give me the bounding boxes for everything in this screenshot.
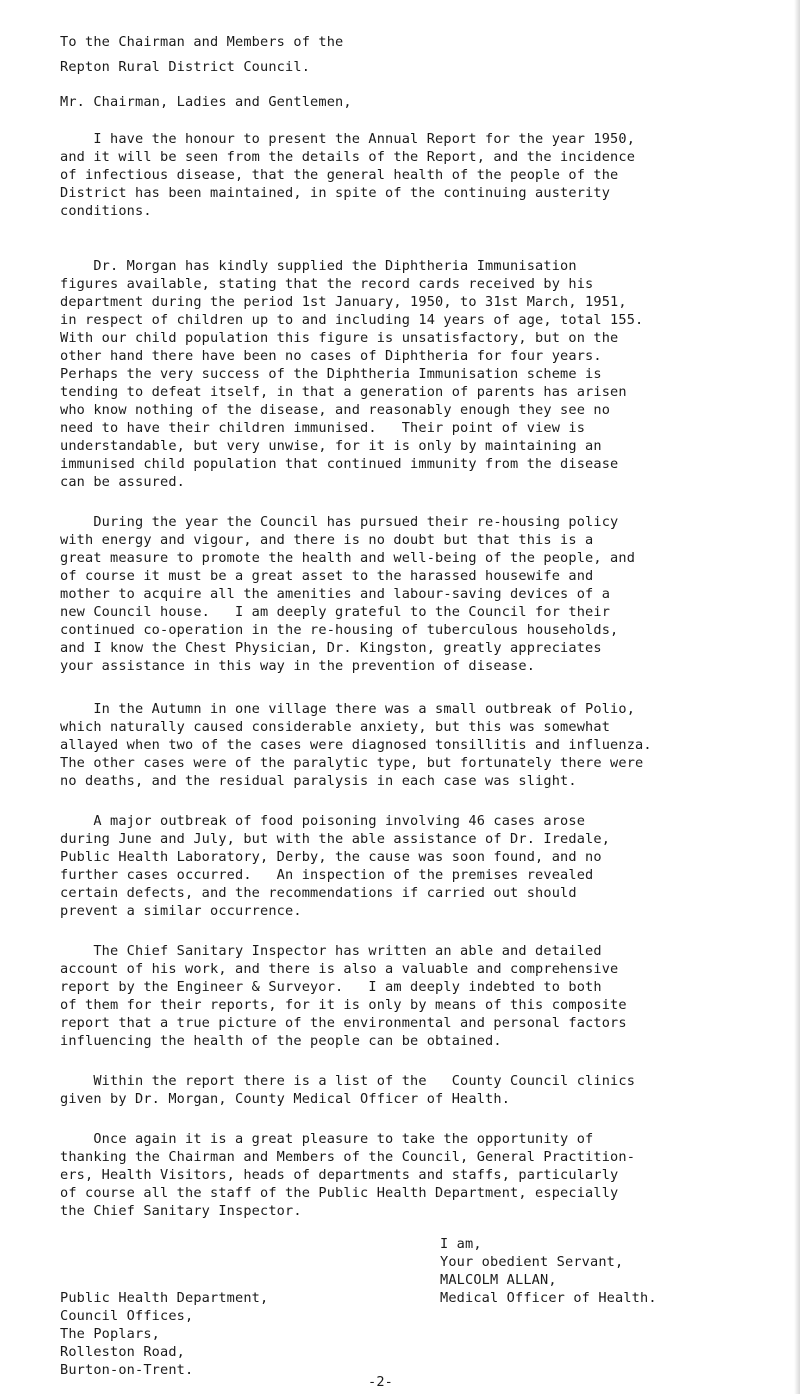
scan-edge-shadow [794,0,800,1394]
text-line: allayed when two of the cases were diagnosed tonsillitis and influenza. [60,737,652,753]
text-line: report by the Engineer & Surveyor. I am deeply indebted to both [60,979,602,995]
text-line: Once again it is a great pleasure to take the opportunity of [60,1131,594,1147]
text-line: During the year the Council has pursued their re-housing policy [60,514,619,530]
text-line: of course all the staff of the Public Health Department, especially [60,1185,619,1201]
text-line: continued co-operation in the re-housing of tuberculous households, [60,622,619,638]
text-line: mother to acquire all the amenities and labour-saving devices of a [60,586,611,602]
text-line: conditions. [60,203,152,219]
text-line: prevent a similar occurrence. [60,903,302,919]
text-line: can be assured. [60,474,186,490]
text-line: With our child population this figure is unsatisfactory, but on the [60,330,619,346]
text-line: The Chief Sanitary Inspector has written an able and detailed [60,943,602,959]
text-line: ers, Health Visitors, heads of departments and staffs, particularly [60,1167,619,1183]
text-line: new Council house. I am deeply grateful to the Council for their [60,604,611,620]
text-line: thanking the Chairman and Members of the Council, General Practition- [60,1149,636,1165]
text-line: further cases occurred. An inspection of the premises revealed [60,867,594,883]
address-line-2: Repton Rural District Council. [60,59,311,75]
text-line: Dr. Morgan has kindly supplied the Diphtheria Immunisation [60,258,577,274]
text-line: Within the report there is a list of the County Council clinics [60,1073,636,1089]
text-line: during June and July, but with the able assistance of Dr. Iredale, [60,831,611,847]
text-line: need to have their children immunised. Their point of view is [60,420,586,436]
page-number: -2- [368,1374,394,1390]
text-line: Public Health Laboratory, Derby, the cause was soon found, and no [60,849,602,865]
signatory-title: Medical Officer of Health. [440,1290,657,1306]
text-line: certain defects, and the recommendations if carried out should [60,885,577,901]
text-line: which naturally caused considerable anxiety, but this was somewhat [60,719,611,735]
text-line: In the Autumn in one village there was a small outbreak of Polio, [60,701,636,717]
text-line: understandable, but very unwise, for it is only by maintaining an [60,438,602,454]
text-line: other hand there have been no cases of Diphtheria for four years. [60,348,602,364]
signatory-name: MALCOLM ALLAN, [440,1272,557,1288]
text-line: tending to defeat itself, in that a generation of parents has arisen [60,384,627,400]
text-line: of them for their reports, for it is only by means of this composite [60,997,627,1013]
text-line: influencing the health of the people can be obtained. [60,1033,502,1049]
text-line: great measure to promote the health and well-being of the people, and [60,550,636,566]
text-line: and I know the Chest Physician, Dr. Kingston, greatly appreciates [60,640,602,656]
text-line: figures available, stating that the record cards received by his [60,276,594,292]
address-line: Public Health Department, [60,1290,269,1306]
text-line: District has been maintained, in spite of the continuing austerity [60,185,611,201]
text-line: I have the honour to present the Annual Report for the year 1950, [60,131,636,147]
address-line: Council Offices, [60,1308,194,1324]
text-line: of infectious disease, that the general health of the people of the [60,167,619,183]
text-line: of course it must be a great asset to the harassed housewife and [60,568,594,584]
text-line: your assistance in this way in the prevention of disease. [60,658,536,674]
text-line: department during the period 1st January, 1950, to 31st March, 1951, [60,294,627,310]
salutation: Mr. Chairman, Ladies and Gentlemen, [60,94,352,110]
text-line: The other cases were of the paralytic type, but fortunately there were [60,755,644,771]
address-line-1: To the Chairman and Members of the [60,34,344,50]
text-line: given by Dr. Morgan, County Medical Officer of Health. [60,1091,511,1107]
text-line: in respect of children up to and including 14 years of age, total 155. [60,312,644,328]
address-line: Rolleston Road, [60,1344,186,1360]
address-line: Burton-on-Trent. [60,1362,194,1378]
address-line: The Poplars, [60,1326,161,1342]
text-line: who know nothing of the disease, and reasonably enough they see no [60,402,611,418]
text-line: with energy and vigour, and there is no doubt but that this is a [60,532,594,548]
text-line: A major outbreak of food poisoning involving 46 cases arose [60,813,586,829]
text-line: the Chief Sanitary Inspector. [60,1203,302,1219]
closing-line-2: Your obedient Servant, [440,1254,624,1270]
text-line: account of his work, and there is also a valuable and comprehensive [60,961,619,977]
text-line: no deaths, and the residual paralysis in each case was slight. [60,773,577,789]
text-line: immunised child population that continued immunity from the disease [60,456,619,472]
text-line: report that a true picture of the environmental and personal factors [60,1015,627,1031]
text-line: Perhaps the very success of the Diphtheria Immunisation scheme is [60,366,602,382]
closing-line-1: I am, [440,1236,482,1252]
text-line: and it will be seen from the details of the Report, and the incidence [60,149,636,165]
